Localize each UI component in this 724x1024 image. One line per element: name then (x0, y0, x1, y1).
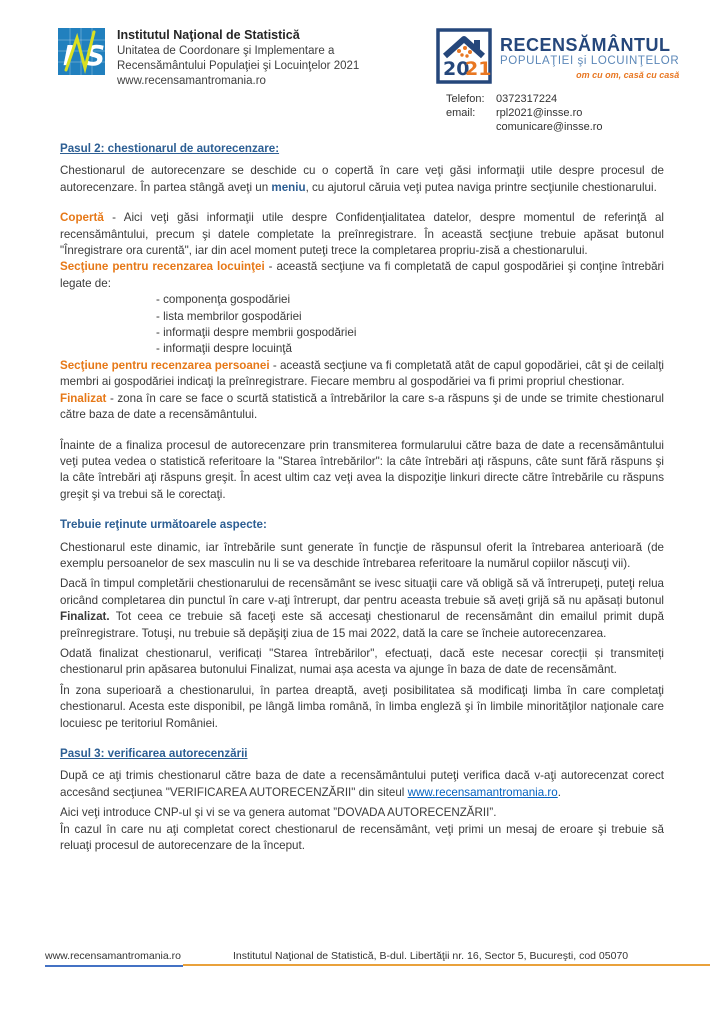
verify-status-paragraph: Odată finalizat chestionarul, verificați "Starea întrebărilor", efectuați, dacă este necesar corecții și transmiteți chestionarul prin apăsarea butonului Finalizat, numai așa acesta va ajunge în baza de date de recensământ. (60, 646, 664, 677)
list-item: - informaţii despre membrii gospodăriei (156, 326, 357, 340)
language-option-paragraph: În zona superioară a chestionarului, în partea dreaptă, aveţi posibilitatea să modificaţi limba în care completaţi chestionarul. Acesta este disponibil, pe lângă limba română, în limba engleză şi în limbile minorităţilor naţionale care locuiesc pe teritoriul României. (60, 683, 664, 730)
aspects-heading: Trebuie reţinute următoarele aspecte: (60, 518, 267, 532)
contact-info (446, 92, 708, 134)
finalizat-term: Finalizat (60, 391, 107, 405)
footer-divider (45, 965, 710, 967)
footer-divider-orange-segment (183, 964, 710, 966)
institute-text (117, 28, 359, 134)
coperta-paragraph: Copertă - Aici veţi găsi informaţii utile despre Confidenţialitatea datelor, despre momentul de referinţă al recensământului, precum şi datele completate la preînregistrare. În această secţiune trebuie apăsat butonul "Înregistrare ora curentă", iar din acel moment puteţi trece la completarea propriu-zisă a chestionarului. (60, 211, 664, 258)
svg-text:21: 21 (465, 58, 492, 80)
finalizat-paragraph: Finalizat - zona în care se face o scurtă statistică a întrebărilor la care s-a răspuns şi de unde se trimite chestionarul către baza de date a recensământului. (60, 391, 664, 422)
institute-dept-line2: Recensământului Populaţiei şi Locuinţelor 2021 (117, 60, 360, 72)
rpl-2021-logo-icon (436, 28, 492, 84)
step3-heading: Pasul 3: verificarea autorecenzării (60, 747, 248, 760)
housing-topics-list (60, 292, 664, 358)
page-footer (45, 950, 710, 967)
svg-text:S: S (85, 39, 105, 72)
housing-section-term: Secţiune pentru recenzarea locuinţei (60, 260, 265, 274)
rpl-subtitle: POPULAŢIEI şi LOCUINŢELOR (500, 55, 680, 67)
rpl-logo-text (500, 28, 679, 80)
phone-value: 0372317224 (496, 93, 558, 105)
list-item: - informaţii despre locuinţă (156, 342, 292, 356)
institute-website: www.recensamantromania.ro (117, 75, 266, 87)
institute-dept-line1: Unitatea de Coordonare şi Implementare a (117, 45, 335, 57)
footer-website-link[interactable]: www.recensamantromania.ro (45, 950, 181, 962)
ins-logo-icon (58, 28, 105, 75)
finalizat-button-term: Finalizat. (60, 610, 110, 624)
svg-text:I: I (63, 39, 74, 72)
dynamic-questionnaire-paragraph: Chestionarul este dinamic, iar întrebările sunt generate în funcţie de răspunsul oferit la întrebarea anterioară (de exemplu persoanelor de sex masculin nu li se va deschide întrebarea referitoare la numărul copiilor născuţi vii). (60, 540, 664, 570)
error-message-paragraph: În cazul în care nu aţi completat corect chestionarul de recensământ, veţi primi un mesaj de eroare şi trebuie să reluaţi procesul de autorecenzare de la început. (60, 822, 664, 853)
person-section-term: Secţiune pentru recenzarea persoanei (60, 358, 270, 372)
interruption-paragraph: Dacă în timpul completării chestionarului de recensământ se ivesc situaţii care vă obligă să vă întrerupeţi, puteţi relua oricând completarea din punctul în care v-aţi întrerupt, dar pentru aceasta trebuie să aveți grijă să nu apăsați butonul Finalizat. Tot ceea ce trebuie să faceţi este să accesaţi chestionarul de recensământ din emailul primit după preînregistrare. Totuşi, nu trebuie să depăşiţi ziua de 15 mai 2022, dată la care se încheie autorecenzarea. (60, 577, 664, 640)
phone-label: Telefon: (446, 93, 485, 105)
verification-paragraph: După ce aţi trimis chestionarul către baza de date a recensământului puteţi verifica dacă v-aţi autorecenzat corect accesând secţiunea "VERIFICAREA AUTORECENZĂRII" din siteul www.recensamantromania.ro. (60, 769, 664, 799)
census-website-link[interactable]: www.recensamantromania.ro (407, 785, 558, 799)
institute-block (58, 28, 359, 134)
step2-heading: Pasul 2: chestionarul de autorecenzare: (60, 142, 280, 155)
email-label: email: (446, 107, 476, 119)
document-body (60, 141, 664, 943)
step2-intro-paragraph: Chestionarul de autorecenzare se deschide cu o copertă în care veţi găsi informaţii utile despre procesul de autorecenzare. În partea stângă aveţi un meniu, cu ajutorul căruia veţi putea naviga printre secţiunile chestionarului. (60, 164, 664, 194)
footer-divider-blue-segment (45, 965, 183, 967)
institute-name: Institutul Naţional de Statistică (117, 28, 300, 42)
person-section-paragraph: Secţiune pentru recenzarea persoanei - această secţiune va fi completată atât de capul gopodăriei, cât şi de ceilalţi membri ai gospodăriei indicaţi la preînregistrare. Fiecare membru al gospodăriei va fi primi propriul chestionar. (60, 358, 664, 389)
svg-text:20: 20 (443, 58, 470, 80)
email-secondary: comunicare@insse.ro (496, 121, 603, 133)
list-item: - componenţa gospodăriei (156, 293, 291, 307)
before-submit-paragraph: Înainte de a finaliza procesul de autorecenzare prin transmiterea formularului către baza de date a recensământului veţi putea vedea o statistică referitoare la "Starea întrebărilor": la câte întrebări aţi răspuns, câte sunt fără răspuns şi la câte întrebări aţi răspuns greşit. În acest ultim caz veţi avea la dispoziţie linkuri directe către întrebările cu răspuns greşit şi va trebui să le corectaţi. (60, 438, 664, 501)
page-header (58, 28, 708, 134)
cnp-proof-paragraph: Aici veţi introduce CNP-ul şi vi se va genera automat ”DOVADA AUTORECENZĂRII”. (60, 806, 497, 820)
coperta-term: Copertă (60, 211, 104, 225)
email-primary: rpl2021@insse.ro (496, 107, 583, 119)
census-block (436, 28, 708, 134)
rpl-title: RECENSĂMÂNTUL (500, 35, 671, 55)
housing-section-paragraph: Secţiune pentru recenzarea locuinţei - această secţiune va fi completată de capul gospodăriei şi conţine întrebări legate de: (60, 260, 664, 290)
menu-term: meniu (271, 180, 306, 194)
footer-address: Institutul Naţional de Statistică, B-dul. Libertăţii nr. 16, Sector 5, Bucureşti, cod 05070 (232, 950, 629, 962)
list-item: - lista membrilor gospodăriei (156, 309, 302, 323)
rpl-slogan: om cu om, casă cu casă (576, 70, 680, 80)
